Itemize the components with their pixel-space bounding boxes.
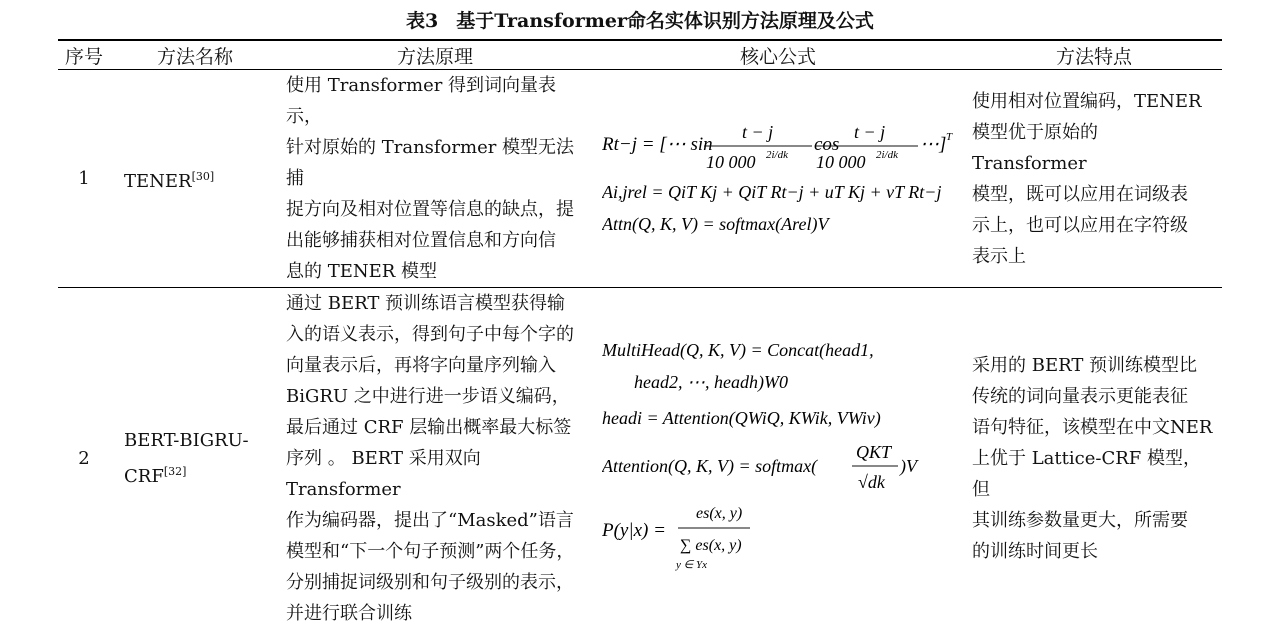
formula-frac-den: ∑ es(x, y): [680, 537, 742, 554]
formula-frac-den: √dk: [858, 472, 886, 492]
feature-line: 使用相对位置编码，TENER: [972, 86, 1216, 117]
table-caption: [0, 6, 1280, 33]
principle-line: 模型和“下一个句子预测”两个任务，: [286, 536, 584, 567]
feature-line: 模型优于原始的 Transformer: [972, 117, 1216, 179]
formula-tail: ⋯]: [920, 134, 946, 155]
formula-frac-num: QKT: [856, 442, 893, 462]
method-principle: [280, 70, 590, 288]
feature-line: 表示上: [972, 241, 1216, 272]
formula-line: Ai,jrel = QiT Kj + QiT Rt−j + uT Kj + vT Rt−j: [602, 182, 941, 202]
formula-line: MultiHead(Q, K, V) = Concat(head1,: [602, 340, 874, 361]
feature-line: 其训练参数量更大，所需要: [972, 505, 1216, 536]
feature-line: 模型，既可以应用在词级表: [972, 179, 1216, 210]
principle-line: 息的 TENER 模型: [286, 256, 584, 287]
formula-line: P(y|x) =: [602, 520, 666, 541]
principle-line: 入的语义表示，得到句子中每个字的: [286, 319, 584, 350]
principle-line: 分别捕捉词级别和句子级别的表示，: [286, 567, 584, 598]
formula-exp: 2i/dk: [766, 149, 789, 161]
header-feature: 方法特点: [966, 40, 1222, 70]
formula-line: Attn(Q, K, V) = softmax(Arel)V: [602, 214, 830, 235]
reference-mark: [30]: [192, 170, 215, 183]
method-principle: [280, 288, 590, 629]
header-index: 序号: [58, 40, 110, 70]
formula-exp: 2i/dk: [876, 149, 899, 161]
formula-frac-num: t − j: [742, 122, 773, 142]
formula-frac-num: t − j: [854, 122, 885, 142]
feature-line: 上优于 Lattice-CRF 模型，但: [972, 443, 1216, 505]
table-row: [58, 288, 1222, 629]
formula-frac-num: es(x, y): [696, 505, 742, 522]
formula-cos: cos: [814, 134, 839, 155]
header-formula: 核心公式: [590, 40, 966, 70]
formula-bert: [602, 336, 962, 576]
table-title: 基于Transformer命名实体识别方法原理及公式: [456, 10, 874, 32]
formula-tail: )V: [899, 456, 919, 477]
formula-line: Rt−j = [⋯ sin: [602, 134, 713, 155]
header-row: [58, 40, 1222, 70]
principle-line: 出能够捕获相对位置信息和方向信: [286, 225, 584, 256]
principle-line: 作为编码器，提出了“Masked”语言: [286, 505, 584, 536]
row-index: 1: [58, 70, 110, 288]
principle-line: BiGRU 之中进行进一步语义编码，: [286, 381, 584, 412]
method-name-line: BERT-BIGRU-: [124, 425, 274, 456]
feature-line: 的训练时间更长: [972, 536, 1216, 567]
formula-frac-den: 10 000: [816, 152, 866, 172]
feature-line: 传统的词向量表示更能表征: [972, 381, 1216, 412]
methods-table: [58, 39, 1222, 629]
principle-line: 捉方向及相对位置等信息的缺点，提: [286, 194, 584, 225]
formula-line: head2, ⋯, headh)W0: [634, 372, 788, 393]
feature-line: 语句特征，该模型在中文NER: [972, 412, 1216, 443]
method-name-text: TENER: [124, 171, 192, 192]
method-name: [110, 70, 280, 288]
method-feature: [966, 70, 1222, 288]
formula-line: Attention(Q, K, V) = softmax(: [602, 456, 818, 477]
table-label: 表3: [406, 10, 438, 32]
core-formula: [590, 70, 966, 288]
method-name: [110, 288, 280, 629]
table-row: [58, 70, 1222, 288]
formula-frac-den: 10 000: [706, 152, 756, 172]
method-feature: [966, 288, 1222, 629]
principle-line: 针对原始的 Transformer 模型无法捕: [286, 132, 584, 194]
feature-line: 示上，也可以应用在字符级: [972, 210, 1216, 241]
core-formula: [590, 288, 966, 629]
formula-line: headi = Attention(QWiQ, KWik, VWiv): [602, 408, 881, 429]
formula-sup: T: [946, 131, 953, 143]
principle-line: 使用 Transformer 得到词向量表示，: [286, 70, 584, 132]
feature-line: 采用的 BERT 预训练模型比: [972, 350, 1216, 381]
principle-line: 最后通过 CRF 层输出概率最大标签: [286, 412, 584, 443]
row-index: 2: [58, 288, 110, 629]
formula-tener: [602, 106, 962, 246]
formula-sub: y ∈ Yx: [675, 559, 707, 571]
principle-line: 向量表示后，再将字向量序列输入: [286, 350, 584, 381]
header-method-name: 方法名称: [110, 40, 280, 70]
method-name-line: CRF: [124, 466, 164, 487]
principle-line: 通过 BERT 预训练语言模型获得输: [286, 288, 584, 319]
header-principle: 方法原理: [280, 40, 590, 70]
principle-line: 并进行联合训练: [286, 598, 584, 629]
principle-line: 序列 。 BERT 采用双向 Transformer: [286, 443, 584, 505]
reference-mark: [32]: [164, 465, 187, 478]
